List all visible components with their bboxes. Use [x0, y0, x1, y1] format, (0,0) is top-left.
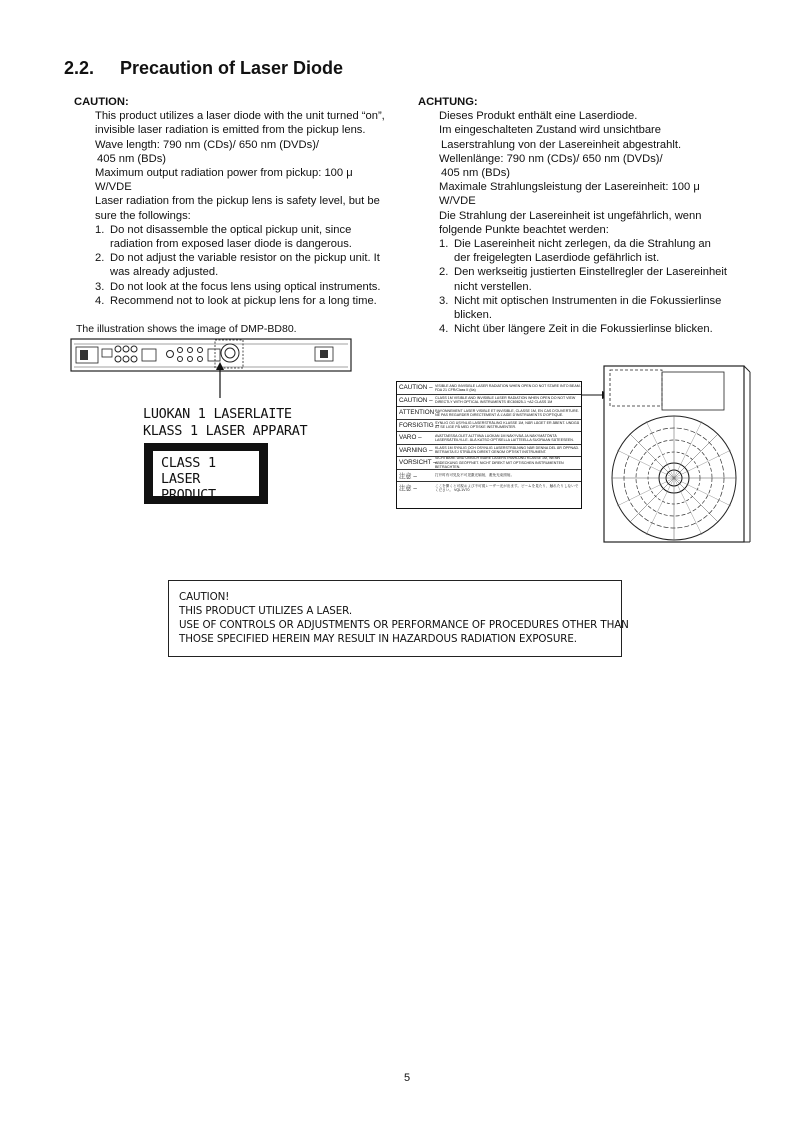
list-number: 3. — [95, 280, 105, 293]
list-text: Recommend not to look at pickup lens for a long time. — [110, 294, 377, 307]
warning-row — [397, 432, 581, 445]
warning-row — [397, 382, 581, 395]
warning-row-text: VISIBLE AND INVISIBLE LASER RADIATION WHEN OPEN DO NOT STARE INTO BEAM. FDA 21 CFR/Class II (IIa) — [435, 383, 581, 392]
caution-intro-line: invisible laser radiation is emitted from the pickup lens. — [95, 124, 366, 137]
list-text: Nicht über längere Zeit in die Fokussierlinse blicken. — [454, 323, 713, 336]
list-text: nicht verstellen. — [454, 280, 532, 293]
list-item — [74, 223, 410, 251]
warning-row-label: 注意 – — [399, 472, 417, 480]
list-text: Do not disassemble the optical pickup unit, since — [110, 223, 352, 236]
list-item — [74, 251, 410, 279]
power-line: Maximum output radiation power from pickup: 100 μ — [95, 167, 353, 180]
list-number: 2. — [439, 266, 449, 279]
disc-drive-illustration — [580, 364, 756, 548]
caution-german — [418, 95, 758, 336]
caution-box — [168, 580, 629, 657]
safety-line: folgende Punkte beachtet werden: — [439, 223, 609, 236]
achtung-intro-line: Dieses Produkt enthält eine Laserdiode. — [439, 110, 638, 123]
warning-row — [397, 420, 581, 433]
caution-intro-line: This product utilizes a laser diode with the unit turned “on”, — [95, 110, 385, 123]
warning-row-label: VARO – — [399, 434, 422, 442]
achtung-intro-line: Laserstrahlung von der Lasereinheit abgestrahlt. — [441, 138, 682, 151]
warning-row-text: ここを開くと可視および不可視レーザー光が出ます。ビームを見たり、触れたりしないでください。 VQL1V70 — [435, 483, 579, 492]
list-item — [418, 265, 758, 293]
warning-row-text: SICHTBARE UND UNSICHTBARE LASERSTRAHLUNG KLASSE 1M, WENN ABDECKUNG GEÖFFNET. NICHT DIREKT MIT OPTISCHEN INSTRUMENTEN BETRACHTEN. — [435, 457, 564, 469]
wavelength-line: 405 nm (BDs) — [97, 152, 167, 165]
caution-box-line: USE OF CONTROLS OR ADJUSTMENTS OR PERFORMANCE OF PROCEDURES OTHER THAN — [179, 619, 629, 631]
section-heading — [64, 58, 343, 79]
warning-row-label: CAUTION – — [399, 384, 433, 392]
safety-line: Laser radiation from the pickup lens is safety level, but be — [95, 195, 380, 208]
section-title: Precaution of Laser Diode — [120, 58, 344, 78]
power-line: W/VDE — [95, 181, 132, 194]
warning-row-text: KLASS 1M SYNLIG OCH OSYNLIG LASERSTRÅLNING NÄR DENNA DEL ÄR ÖPPNAD. BETRAKTA EJ STRÅLEN DIREKT GENOM OPTISKT INSTRUMENT. — [435, 446, 580, 455]
list-number: 1. — [95, 223, 105, 236]
warning-label — [396, 381, 582, 509]
warning-row-text: SYNLIG OG USYNLIG LASERSTRÅLING KLASSE 1M, NÅR LÅGET ER ÅBENT. UNDGÅ AT SE LIGE PÅ MED OPTISKE INSTRUMENTER. — [435, 421, 580, 430]
warning-row — [397, 445, 581, 458]
caution-box-line: CAUTION! — [179, 591, 230, 603]
power-line: Maximale Strahlungsleistung der Lasereinheit: 100 μ — [439, 181, 700, 194]
list-text: radiation from exposed laser diode is dangerous. — [110, 238, 352, 251]
list-number: 4. — [95, 294, 105, 307]
list-text: Die Lasereinheit nicht zerlegen, da die Strahlung an — [454, 238, 711, 251]
achtung-label: ACHTUNG: — [418, 96, 478, 108]
power-line: W/VDE — [439, 195, 476, 208]
warning-row — [397, 470, 581, 483]
list-item — [74, 294, 410, 308]
warning-row-label: VORSICHT – — [399, 459, 437, 467]
list-text: Den werkseitig justierten Einstellregler der Lasereinheit — [454, 266, 727, 279]
list-item — [74, 280, 410, 294]
warning-row-label: ATTENTION – — [399, 409, 440, 417]
list-number: 3. — [439, 294, 449, 307]
laser-class-line: LUOKAN 1 LASERLAITE — [143, 406, 292, 422]
safety-line: Die Strahlung der Lasereinheit ist ungefährlich, wenn — [439, 209, 702, 222]
list-item — [418, 237, 758, 265]
caution-box-line: THOSE SPECIFIED HEREIN MAY RESULT IN HAZARDOUS RADIATION EXPOSURE. — [179, 633, 577, 645]
list-number: 4. — [439, 323, 449, 336]
list-text: blicken. — [454, 309, 492, 322]
list-text: Do not look at the focus lens using optical instruments. — [110, 280, 381, 293]
laser-class-text — [143, 406, 307, 440]
warning-row-label: 注意 – — [399, 485, 417, 493]
achtung-intro-line: Im eingeschalteten Zustand wird unsichtbare — [439, 124, 662, 137]
caution-english — [74, 95, 410, 308]
list-number: 2. — [95, 252, 105, 265]
class-label-line: CLASS 1 — [161, 455, 216, 471]
wavelength-line: Wellenlänge: 790 nm (CDs)/ 650 nm (DVDs)/ — [439, 152, 663, 165]
section-number: 2.2. — [64, 58, 95, 78]
warning-row — [397, 457, 581, 470]
warning-row-text: RAYONNEMENT LASER VISIBLE ET INVISIBLE, CLASSE 1M, EN CAS D'OUVERTURE. NE PAS REGARDER DIRECTEMENT À L'AIDE D'INSTRUMENTS D'OPTIQUE. — [435, 408, 580, 417]
caution-label: CAUTION: — [74, 96, 129, 108]
warning-row-text: CLASS 1M VISIBLE AND INVISIBLE LASER RADIATION WHEN OPEN DO NOT VIEW DIRECTLY WITH OPTICAL INSTRUMENTS IEC60825-1 +A2 CLASS 1M — [435, 396, 576, 405]
warning-row-label: CAUTION – — [399, 396, 433, 404]
class-1-label — [144, 443, 268, 504]
warning-row — [397, 407, 581, 420]
list-text: Do not adjust the variable resistor on the pickup unit. It — [110, 252, 380, 265]
warning-row-text: 打开时有可见及不可见激光辐射，避免光束照射。 — [435, 473, 515, 478]
caution-box-line: THIS PRODUCT UTILIZES A LASER. — [179, 605, 353, 617]
warning-row-label: FORSIGTIG – — [399, 421, 439, 429]
list-text: der freigelegten Laserdiode gefährlich ist. — [454, 252, 660, 265]
warning-row-text: AVATTAESSA OLET ALTTIINA LUOKAN 1M NÄKYVÄÄ JA NÄKYMÄTÖNTÄ LASERSÄTEILYLLE. ÄLÄ KATSO OPTISELLA LAITTEELLA SUORAAN SÄTEESEEN. — [435, 433, 574, 442]
list-item — [418, 294, 758, 322]
warning-row — [397, 482, 581, 494]
list-text: Nicht mit optischen Instrumenten in die Fokussierlinse — [454, 294, 722, 307]
list-number: 1. — [439, 238, 449, 251]
wavelength-line: 405 nm (BDs) — [441, 167, 511, 180]
safety-line: sure the followings: — [95, 209, 191, 222]
wavelength-line: Wave length: 790 nm (CDs)/ 650 nm (DVDs)/ — [95, 138, 320, 151]
illustration-caption: The illustration shows the image of DMP-BD80. — [76, 323, 297, 335]
warning-row — [397, 395, 581, 408]
class-label-line: LASER PRODUCT — [161, 471, 216, 503]
warning-row-label: VARNING – — [399, 446, 433, 454]
list-item — [418, 322, 758, 336]
list-text: was already adjusted. — [110, 266, 219, 279]
rear-panel-illustration — [70, 336, 360, 414]
laser-class-line: KLASS 1 LASER APPARAT — [143, 423, 308, 439]
page-number: 5 — [404, 1072, 411, 1084]
